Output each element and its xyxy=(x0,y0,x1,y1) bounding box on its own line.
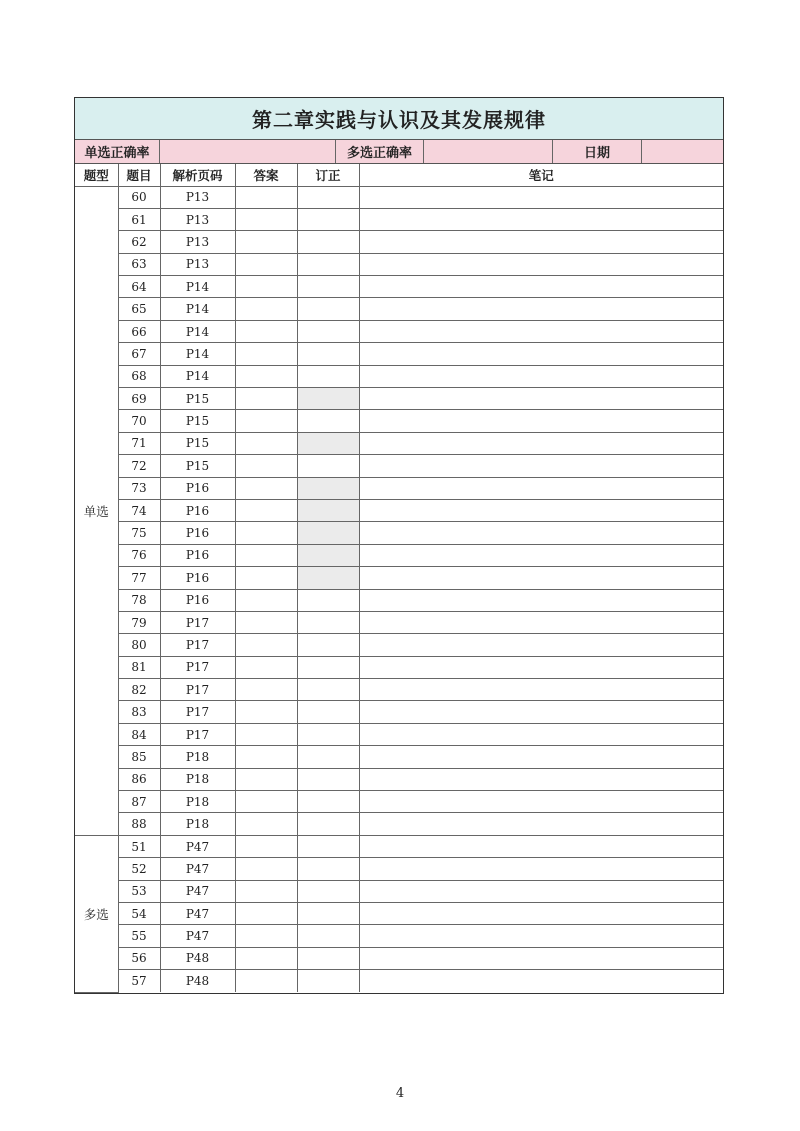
question-number-cell: 67 xyxy=(118,343,160,365)
answer-cell[interactable] xyxy=(235,388,297,410)
analysis-page-cell: P18 xyxy=(160,768,235,790)
notes-cell[interactable] xyxy=(359,679,723,701)
correction-cell[interactable] xyxy=(297,455,359,477)
question-number-cell: 70 xyxy=(118,410,160,432)
notes-cell[interactable] xyxy=(359,365,723,387)
question-number-cell: 60 xyxy=(118,186,160,208)
question-number-cell: 65 xyxy=(118,298,160,320)
notes-cell[interactable] xyxy=(359,880,723,902)
table-row xyxy=(75,791,723,813)
analysis-page-cell: P15 xyxy=(160,432,235,454)
notes-cell[interactable] xyxy=(359,858,723,880)
analysis-page-cell: P47 xyxy=(160,925,235,947)
answer-cell[interactable] xyxy=(235,477,297,499)
table-row xyxy=(75,365,723,387)
single-accuracy-field[interactable] xyxy=(160,140,336,163)
question-number-cell: 76 xyxy=(118,544,160,566)
notes-cell[interactable] xyxy=(359,567,723,589)
table-row xyxy=(75,880,723,902)
correction-cell[interactable] xyxy=(297,880,359,902)
correction-cell[interactable] xyxy=(297,746,359,768)
analysis-page-cell: P47 xyxy=(160,903,235,925)
answer-cell[interactable] xyxy=(235,791,297,813)
notes-cell[interactable] xyxy=(359,276,723,298)
header-row xyxy=(75,164,723,186)
question-table xyxy=(75,164,723,993)
correction-cell[interactable] xyxy=(297,634,359,656)
question-number-cell: 52 xyxy=(118,858,160,880)
analysis-page-cell: P16 xyxy=(160,589,235,611)
analysis-page-cell: P13 xyxy=(160,253,235,275)
analysis-page-cell: P18 xyxy=(160,746,235,768)
multi-accuracy-field[interactable] xyxy=(424,140,553,163)
answer-cell[interactable] xyxy=(235,835,297,857)
analysis-page-cell: P17 xyxy=(160,701,235,723)
correction-cell[interactable] xyxy=(297,567,359,589)
question-number-cell: 78 xyxy=(118,589,160,611)
accuracy-date-row xyxy=(75,140,723,164)
correction-cell[interactable] xyxy=(297,858,359,880)
notes-cell[interactable] xyxy=(359,835,723,857)
date-label: 日期 xyxy=(553,140,642,163)
answer-cell[interactable] xyxy=(235,723,297,745)
header-notes: 笔记 xyxy=(359,164,723,186)
correction-cell[interactable] xyxy=(297,208,359,230)
notes-cell[interactable] xyxy=(359,746,723,768)
answer-cell[interactable] xyxy=(235,925,297,947)
analysis-page-cell: P17 xyxy=(160,634,235,656)
multi-accuracy-label: 多选正确率 xyxy=(336,140,424,163)
notes-cell[interactable] xyxy=(359,410,723,432)
correction-cell[interactable] xyxy=(297,656,359,678)
answer-cell[interactable] xyxy=(235,320,297,342)
question-number-cell: 63 xyxy=(118,253,160,275)
question-number-cell: 51 xyxy=(118,835,160,857)
question-number-cell: 72 xyxy=(118,455,160,477)
correction-cell[interactable] xyxy=(297,253,359,275)
notes-cell[interactable] xyxy=(359,455,723,477)
question-number-cell: 57 xyxy=(118,970,160,992)
notes-cell[interactable] xyxy=(359,499,723,521)
answer-cell[interactable] xyxy=(235,365,297,387)
analysis-page-cell: P18 xyxy=(160,791,235,813)
table-row xyxy=(75,208,723,230)
question-number-cell: 55 xyxy=(118,925,160,947)
notes-cell[interactable] xyxy=(359,208,723,230)
table-row xyxy=(75,947,723,969)
correction-cell[interactable] xyxy=(297,970,359,992)
answer-cell[interactable] xyxy=(235,410,297,432)
analysis-page-cell: P16 xyxy=(160,522,235,544)
correction-cell[interactable] xyxy=(297,768,359,790)
correction-cell[interactable] xyxy=(297,499,359,521)
answer-cell[interactable] xyxy=(235,768,297,790)
answer-cell[interactable] xyxy=(235,611,297,633)
table-row xyxy=(75,544,723,566)
correction-cell[interactable] xyxy=(297,589,359,611)
notes-cell[interactable] xyxy=(359,656,723,678)
answer-cell[interactable] xyxy=(235,858,297,880)
notes-cell[interactable] xyxy=(359,813,723,835)
table-row xyxy=(75,298,723,320)
question-number-cell: 80 xyxy=(118,634,160,656)
notes-cell[interactable] xyxy=(359,970,723,992)
notes-cell[interactable] xyxy=(359,634,723,656)
table-row xyxy=(75,634,723,656)
question-number-cell: 53 xyxy=(118,880,160,902)
question-type-cell: 多选 xyxy=(75,835,118,992)
table-row xyxy=(75,499,723,521)
analysis-page-cell: P14 xyxy=(160,365,235,387)
answer-cell[interactable] xyxy=(235,499,297,521)
answer-cell[interactable] xyxy=(235,298,297,320)
table-row xyxy=(75,522,723,544)
notes-cell[interactable] xyxy=(359,723,723,745)
table-row xyxy=(75,410,723,432)
correction-cell[interactable] xyxy=(297,298,359,320)
answer-cell[interactable] xyxy=(235,276,297,298)
question-number-cell: 79 xyxy=(118,611,160,633)
analysis-page-cell: P16 xyxy=(160,499,235,521)
question-number-cell: 85 xyxy=(118,746,160,768)
answer-cell[interactable] xyxy=(235,544,297,566)
analysis-page-cell: P13 xyxy=(160,208,235,230)
analysis-page-cell: P47 xyxy=(160,858,235,880)
table-body xyxy=(75,186,723,992)
correction-cell[interactable] xyxy=(297,611,359,633)
notes-cell[interactable] xyxy=(359,432,723,454)
question-number-cell: 82 xyxy=(118,679,160,701)
notes-cell[interactable] xyxy=(359,231,723,253)
analysis-page-cell: P48 xyxy=(160,947,235,969)
question-number-cell: 69 xyxy=(118,388,160,410)
table-row xyxy=(75,679,723,701)
question-number-cell: 87 xyxy=(118,791,160,813)
question-number-cell: 86 xyxy=(118,768,160,790)
analysis-page-cell: P17 xyxy=(160,679,235,701)
notes-cell[interactable] xyxy=(359,611,723,633)
correction-cell[interactable] xyxy=(297,432,359,454)
question-number-cell: 88 xyxy=(118,813,160,835)
header-question: 题目 xyxy=(118,164,160,186)
notes-cell[interactable] xyxy=(359,522,723,544)
table-row xyxy=(75,903,723,925)
analysis-page-cell: P17 xyxy=(160,656,235,678)
table-row xyxy=(75,231,723,253)
question-number-cell: 54 xyxy=(118,903,160,925)
correction-cell[interactable] xyxy=(297,365,359,387)
table-row xyxy=(75,858,723,880)
notes-cell[interactable] xyxy=(359,253,723,275)
analysis-page-cell: P18 xyxy=(160,813,235,835)
notes-cell[interactable] xyxy=(359,477,723,499)
analysis-page-cell: P13 xyxy=(160,186,235,208)
table-row xyxy=(75,589,723,611)
header-type: 题型 xyxy=(75,164,118,186)
question-number-cell: 62 xyxy=(118,231,160,253)
answer-cell[interactable] xyxy=(235,231,297,253)
answer-cell[interactable] xyxy=(235,679,297,701)
answer-cell[interactable] xyxy=(235,903,297,925)
answer-sheet xyxy=(74,97,724,994)
question-number-cell: 74 xyxy=(118,499,160,521)
correction-cell[interactable] xyxy=(297,679,359,701)
notes-cell[interactable] xyxy=(359,589,723,611)
answer-cell[interactable] xyxy=(235,522,297,544)
answer-cell[interactable] xyxy=(235,589,297,611)
correction-cell[interactable] xyxy=(297,343,359,365)
answer-cell[interactable] xyxy=(235,253,297,275)
question-number-cell: 66 xyxy=(118,320,160,342)
date-field[interactable] xyxy=(642,140,723,163)
notes-cell[interactable] xyxy=(359,701,723,723)
question-number-cell: 56 xyxy=(118,947,160,969)
answer-cell[interactable] xyxy=(235,947,297,969)
table-row xyxy=(75,567,723,589)
correction-cell[interactable] xyxy=(297,231,359,253)
answer-cell[interactable] xyxy=(235,634,297,656)
analysis-page-cell: P14 xyxy=(160,343,235,365)
table-row xyxy=(75,432,723,454)
correction-cell[interactable] xyxy=(297,903,359,925)
single-accuracy-label: 单选正确率 xyxy=(75,140,160,163)
answer-cell[interactable] xyxy=(235,208,297,230)
notes-cell[interactable] xyxy=(359,947,723,969)
analysis-page-cell: P47 xyxy=(160,835,235,857)
analysis-page-cell: P15 xyxy=(160,388,235,410)
correction-cell[interactable] xyxy=(297,791,359,813)
question-number-cell: 81 xyxy=(118,656,160,678)
analysis-page-cell: P14 xyxy=(160,320,235,342)
correction-cell[interactable] xyxy=(297,925,359,947)
notes-cell[interactable] xyxy=(359,768,723,790)
notes-cell[interactable] xyxy=(359,298,723,320)
answer-cell[interactable] xyxy=(235,567,297,589)
correction-cell[interactable] xyxy=(297,723,359,745)
answer-cell[interactable] xyxy=(235,432,297,454)
analysis-page-cell: P14 xyxy=(160,276,235,298)
analysis-page-cell: P15 xyxy=(160,410,235,432)
answer-cell[interactable] xyxy=(235,701,297,723)
table-row xyxy=(75,343,723,365)
correction-cell[interactable] xyxy=(297,320,359,342)
analysis-page-cell: P47 xyxy=(160,880,235,902)
notes-cell[interactable] xyxy=(359,186,723,208)
correction-cell[interactable] xyxy=(297,477,359,499)
table-row xyxy=(75,813,723,835)
correction-cell[interactable] xyxy=(297,701,359,723)
correction-cell[interactable] xyxy=(297,388,359,410)
notes-cell[interactable] xyxy=(359,903,723,925)
answer-cell[interactable] xyxy=(235,343,297,365)
analysis-page-cell: P16 xyxy=(160,567,235,589)
table-row xyxy=(75,253,723,275)
analysis-page-cell: P17 xyxy=(160,723,235,745)
question-number-cell: 68 xyxy=(118,365,160,387)
correction-cell[interactable] xyxy=(297,835,359,857)
table-row xyxy=(75,723,723,745)
correction-cell[interactable] xyxy=(297,947,359,969)
analysis-page-cell: P15 xyxy=(160,455,235,477)
notes-cell[interactable] xyxy=(359,791,723,813)
answer-cell[interactable] xyxy=(235,656,297,678)
correction-cell[interactable] xyxy=(297,813,359,835)
header-analysis-page: 解析页码 xyxy=(160,164,235,186)
table-row xyxy=(75,186,723,208)
table-row xyxy=(75,970,723,992)
analysis-page-cell: P48 xyxy=(160,970,235,992)
correction-cell[interactable] xyxy=(297,410,359,432)
table-row xyxy=(75,701,723,723)
question-number-cell: 75 xyxy=(118,522,160,544)
analysis-page-cell: P13 xyxy=(160,231,235,253)
notes-cell[interactable] xyxy=(359,925,723,947)
notes-cell[interactable] xyxy=(359,388,723,410)
question-number-cell: 64 xyxy=(118,276,160,298)
answer-cell[interactable] xyxy=(235,880,297,902)
question-type-cell: 单选 xyxy=(75,186,118,835)
table-row xyxy=(75,477,723,499)
correction-cell[interactable] xyxy=(297,186,359,208)
table-row xyxy=(75,388,723,410)
question-number-cell: 77 xyxy=(118,567,160,589)
table-row xyxy=(75,925,723,947)
question-number-cell: 84 xyxy=(118,723,160,745)
question-number-cell: 83 xyxy=(118,701,160,723)
correction-cell[interactable] xyxy=(297,522,359,544)
question-number-cell: 61 xyxy=(118,208,160,230)
table-row xyxy=(75,656,723,678)
answer-cell[interactable] xyxy=(235,970,297,992)
notes-cell[interactable] xyxy=(359,320,723,342)
answer-cell[interactable] xyxy=(235,746,297,768)
answer-cell[interactable] xyxy=(235,186,297,208)
analysis-page-cell: P16 xyxy=(160,477,235,499)
correction-cell[interactable] xyxy=(297,544,359,566)
analysis-page-cell: P16 xyxy=(160,544,235,566)
table-row xyxy=(75,455,723,477)
table-row xyxy=(75,320,723,342)
chapter-title: 第二章实践与认识及其发展规律 xyxy=(75,98,723,140)
answer-cell[interactable] xyxy=(235,813,297,835)
header-answer: 答案 xyxy=(235,164,297,186)
table-row xyxy=(75,768,723,790)
table-row xyxy=(75,276,723,298)
correction-cell[interactable] xyxy=(297,276,359,298)
question-number-cell: 73 xyxy=(118,477,160,499)
question-number-cell: 71 xyxy=(118,432,160,454)
table-row xyxy=(75,835,723,857)
page-number: 4 xyxy=(395,1086,405,1101)
answer-cell[interactable] xyxy=(235,455,297,477)
analysis-page-cell: P17 xyxy=(160,611,235,633)
analysis-page-cell: P14 xyxy=(160,298,235,320)
table-row xyxy=(75,611,723,633)
notes-cell[interactable] xyxy=(359,544,723,566)
notes-cell[interactable] xyxy=(359,343,723,365)
header-correction: 订正 xyxy=(297,164,359,186)
table-row xyxy=(75,746,723,768)
